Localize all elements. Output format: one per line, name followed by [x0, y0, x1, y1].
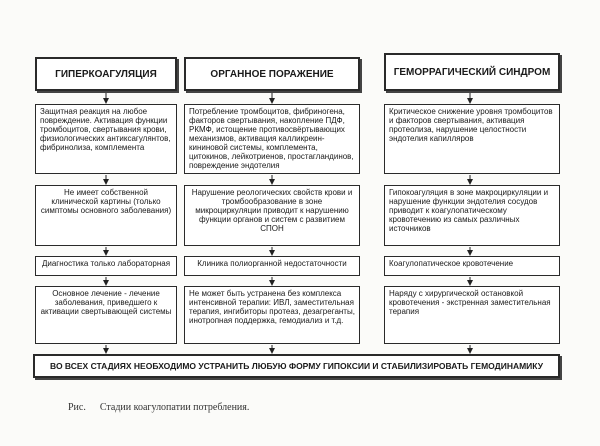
col2-box-treatment: Не может быть устранена без комплекса интенсивной терапии: ИВЛ, заместительная терапия, ингибиторы протеаз, дезагреганты, инотропная поддержка, гемодиализ и т.д.: [184, 286, 360, 344]
caption-prefix: Рис.: [68, 402, 86, 413]
header-organ-damage: ОРГАННОЕ ПОРАЖЕНИЕ: [184, 57, 360, 91]
col3-box-mechanism: Критическое снижение уровня тромбоцитов и факторов свертывания, активация протеолиза, нарушение целостности эндотелия капилляров: [384, 104, 560, 174]
figure-caption: [68, 402, 263, 413]
header-hemorrhagic-syndrome: ГЕМОРРАГИЧЕСКИЙ СИНДРОМ: [384, 53, 560, 91]
col3-box-diagnosis: Коагулопатическое кровотечение: [384, 256, 560, 276]
header-hypercoagulation: ГИПЕРКОАГУЛЯЦИЯ: [35, 57, 177, 91]
col3-box-clinical: Гипокоагуляция в зоне макроциркуляции и нарушение функции эндотелия сосудов приводит к коагулопатическому кровотечению из самых различных источников: [384, 185, 560, 246]
col2-box-mechanism: Потребление тромбоцитов, фибриногена, факторов свертывания, накопление ПДФ, РКМФ, истощение противосвёртывающих механизмов, активация калликреин-кининовой системы, комплемента, цитокинов, лейкотриенов, простагландинов, повреждение эндотелия: [184, 104, 360, 174]
col1-box-treatment: Основное лечение - лечение заболевания, приведшего к активации свертывающей системы: [35, 286, 177, 344]
col2-box-diagnosis: Клиника полиорганной недостаточности: [184, 256, 360, 276]
col1-box-mechanism: Защитная реакция на любое повреждение. Активация функции тромбоцитов, свертывания крови, физиологических антиксагулянтов, фибринолиза, комплемента: [35, 104, 177, 174]
caption-text: Стадии коагулопатии потребления.: [99, 402, 250, 413]
col3-box-treatment: Наряду с хирургической остановкой кровотечения - экстренная заместительная терапия: [384, 286, 560, 344]
final-conclusion-box: ВО ВСЕХ СТАДИЯХ НЕОБХОДИМО УСТРАНИТЬ ЛЮБУЮ ФОРМУ ГИПОКСИИ И СТАБИЛИЗИРОВАТЬ ГЕМОДИНАМИКУ: [33, 354, 560, 378]
col1-box-clinical: Не имеет собственной клинической картины (только симптомы основного заболевания): [35, 185, 177, 246]
col2-box-clinical: Нарушение реологических свойств крови и тромбообразование в зоне микроциркуляции приводит к нарушению функции органов и систем с развитием СПОН: [184, 185, 360, 246]
col1-box-diagnosis: Диагностика только лабораторная: [35, 256, 177, 276]
